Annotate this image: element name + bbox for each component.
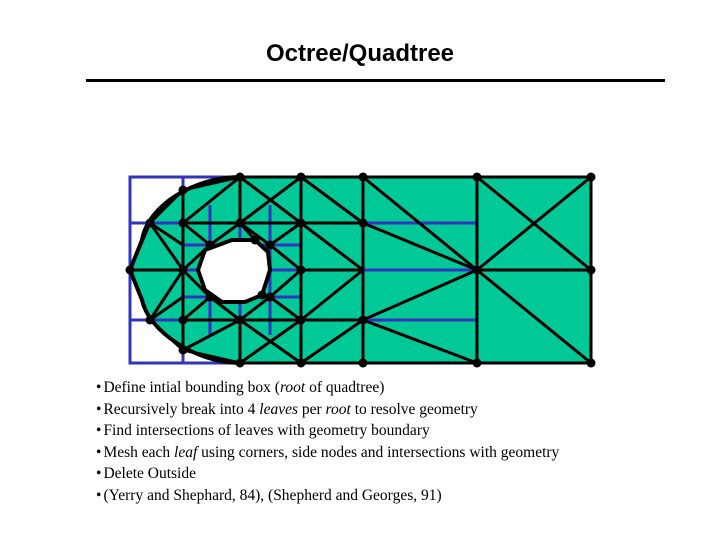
mesh-node xyxy=(359,219,368,228)
bullet-text: Delete Outside xyxy=(103,465,196,482)
mesh-node xyxy=(587,173,596,182)
mesh-node xyxy=(587,266,596,275)
mesh-node xyxy=(146,316,155,325)
mesh-node xyxy=(473,266,482,275)
mesh-node xyxy=(206,241,215,250)
bullet-item xyxy=(96,442,559,464)
mesh-node xyxy=(236,219,245,228)
bullet-item xyxy=(96,377,559,399)
bullet-text: Mesh each xyxy=(103,443,175,461)
mesh-node xyxy=(359,359,368,368)
mesh-node xyxy=(258,291,267,300)
mesh-node xyxy=(359,173,368,182)
mesh-node xyxy=(179,219,188,228)
bullet-italic-term: root xyxy=(325,400,351,418)
mesh-node xyxy=(126,266,135,275)
mesh-node xyxy=(587,359,596,368)
mesh-node xyxy=(236,316,245,325)
bullet-text: to resolve geometry xyxy=(350,400,478,418)
mesh-node xyxy=(359,316,368,325)
bullet-italic-term: leaf xyxy=(174,443,198,461)
bullet-italic-term: root xyxy=(279,379,306,396)
bullet-text: using corners, side nodes and intersections with geometry xyxy=(197,443,560,461)
mesh-node xyxy=(236,359,245,368)
mesh-node xyxy=(266,293,275,302)
mesh-node xyxy=(297,316,306,325)
bullet-item xyxy=(96,420,559,442)
slide-title: Octree/Quadtree xyxy=(265,40,455,67)
bullet-text: (Yerry and Shephard, 84), (Shepherd and Georges, 91) xyxy=(103,486,442,504)
mesh-node xyxy=(251,236,260,245)
bullet-text: of quadtree) xyxy=(305,379,385,396)
mesh-node xyxy=(297,359,306,368)
mesh-node xyxy=(473,359,482,368)
bullet-italic-term: leaves xyxy=(259,400,298,418)
mesh-node xyxy=(179,316,188,325)
bullet-text: Find intersections of leaves with geometry boundary xyxy=(103,422,430,439)
mesh-node xyxy=(236,173,245,182)
mesh-node xyxy=(146,219,155,228)
bullet-text: per xyxy=(298,400,326,418)
bullet-text: Recursively break into 4 xyxy=(103,400,260,418)
bullet-list xyxy=(96,377,559,506)
mesh-node xyxy=(206,293,215,302)
mesh-node xyxy=(297,173,306,182)
mesh-node xyxy=(266,241,275,250)
bullet-text: Define intial bounding box ( xyxy=(103,379,280,396)
bullet-item xyxy=(96,399,559,421)
bullet-item xyxy=(96,485,559,507)
mesh-node xyxy=(473,173,482,182)
mesh-node xyxy=(179,266,188,275)
mesh-node xyxy=(179,186,188,195)
mesh-node xyxy=(179,346,188,355)
bullet-item xyxy=(96,463,559,485)
mesh-node xyxy=(297,219,306,228)
mesh-node xyxy=(297,266,306,275)
